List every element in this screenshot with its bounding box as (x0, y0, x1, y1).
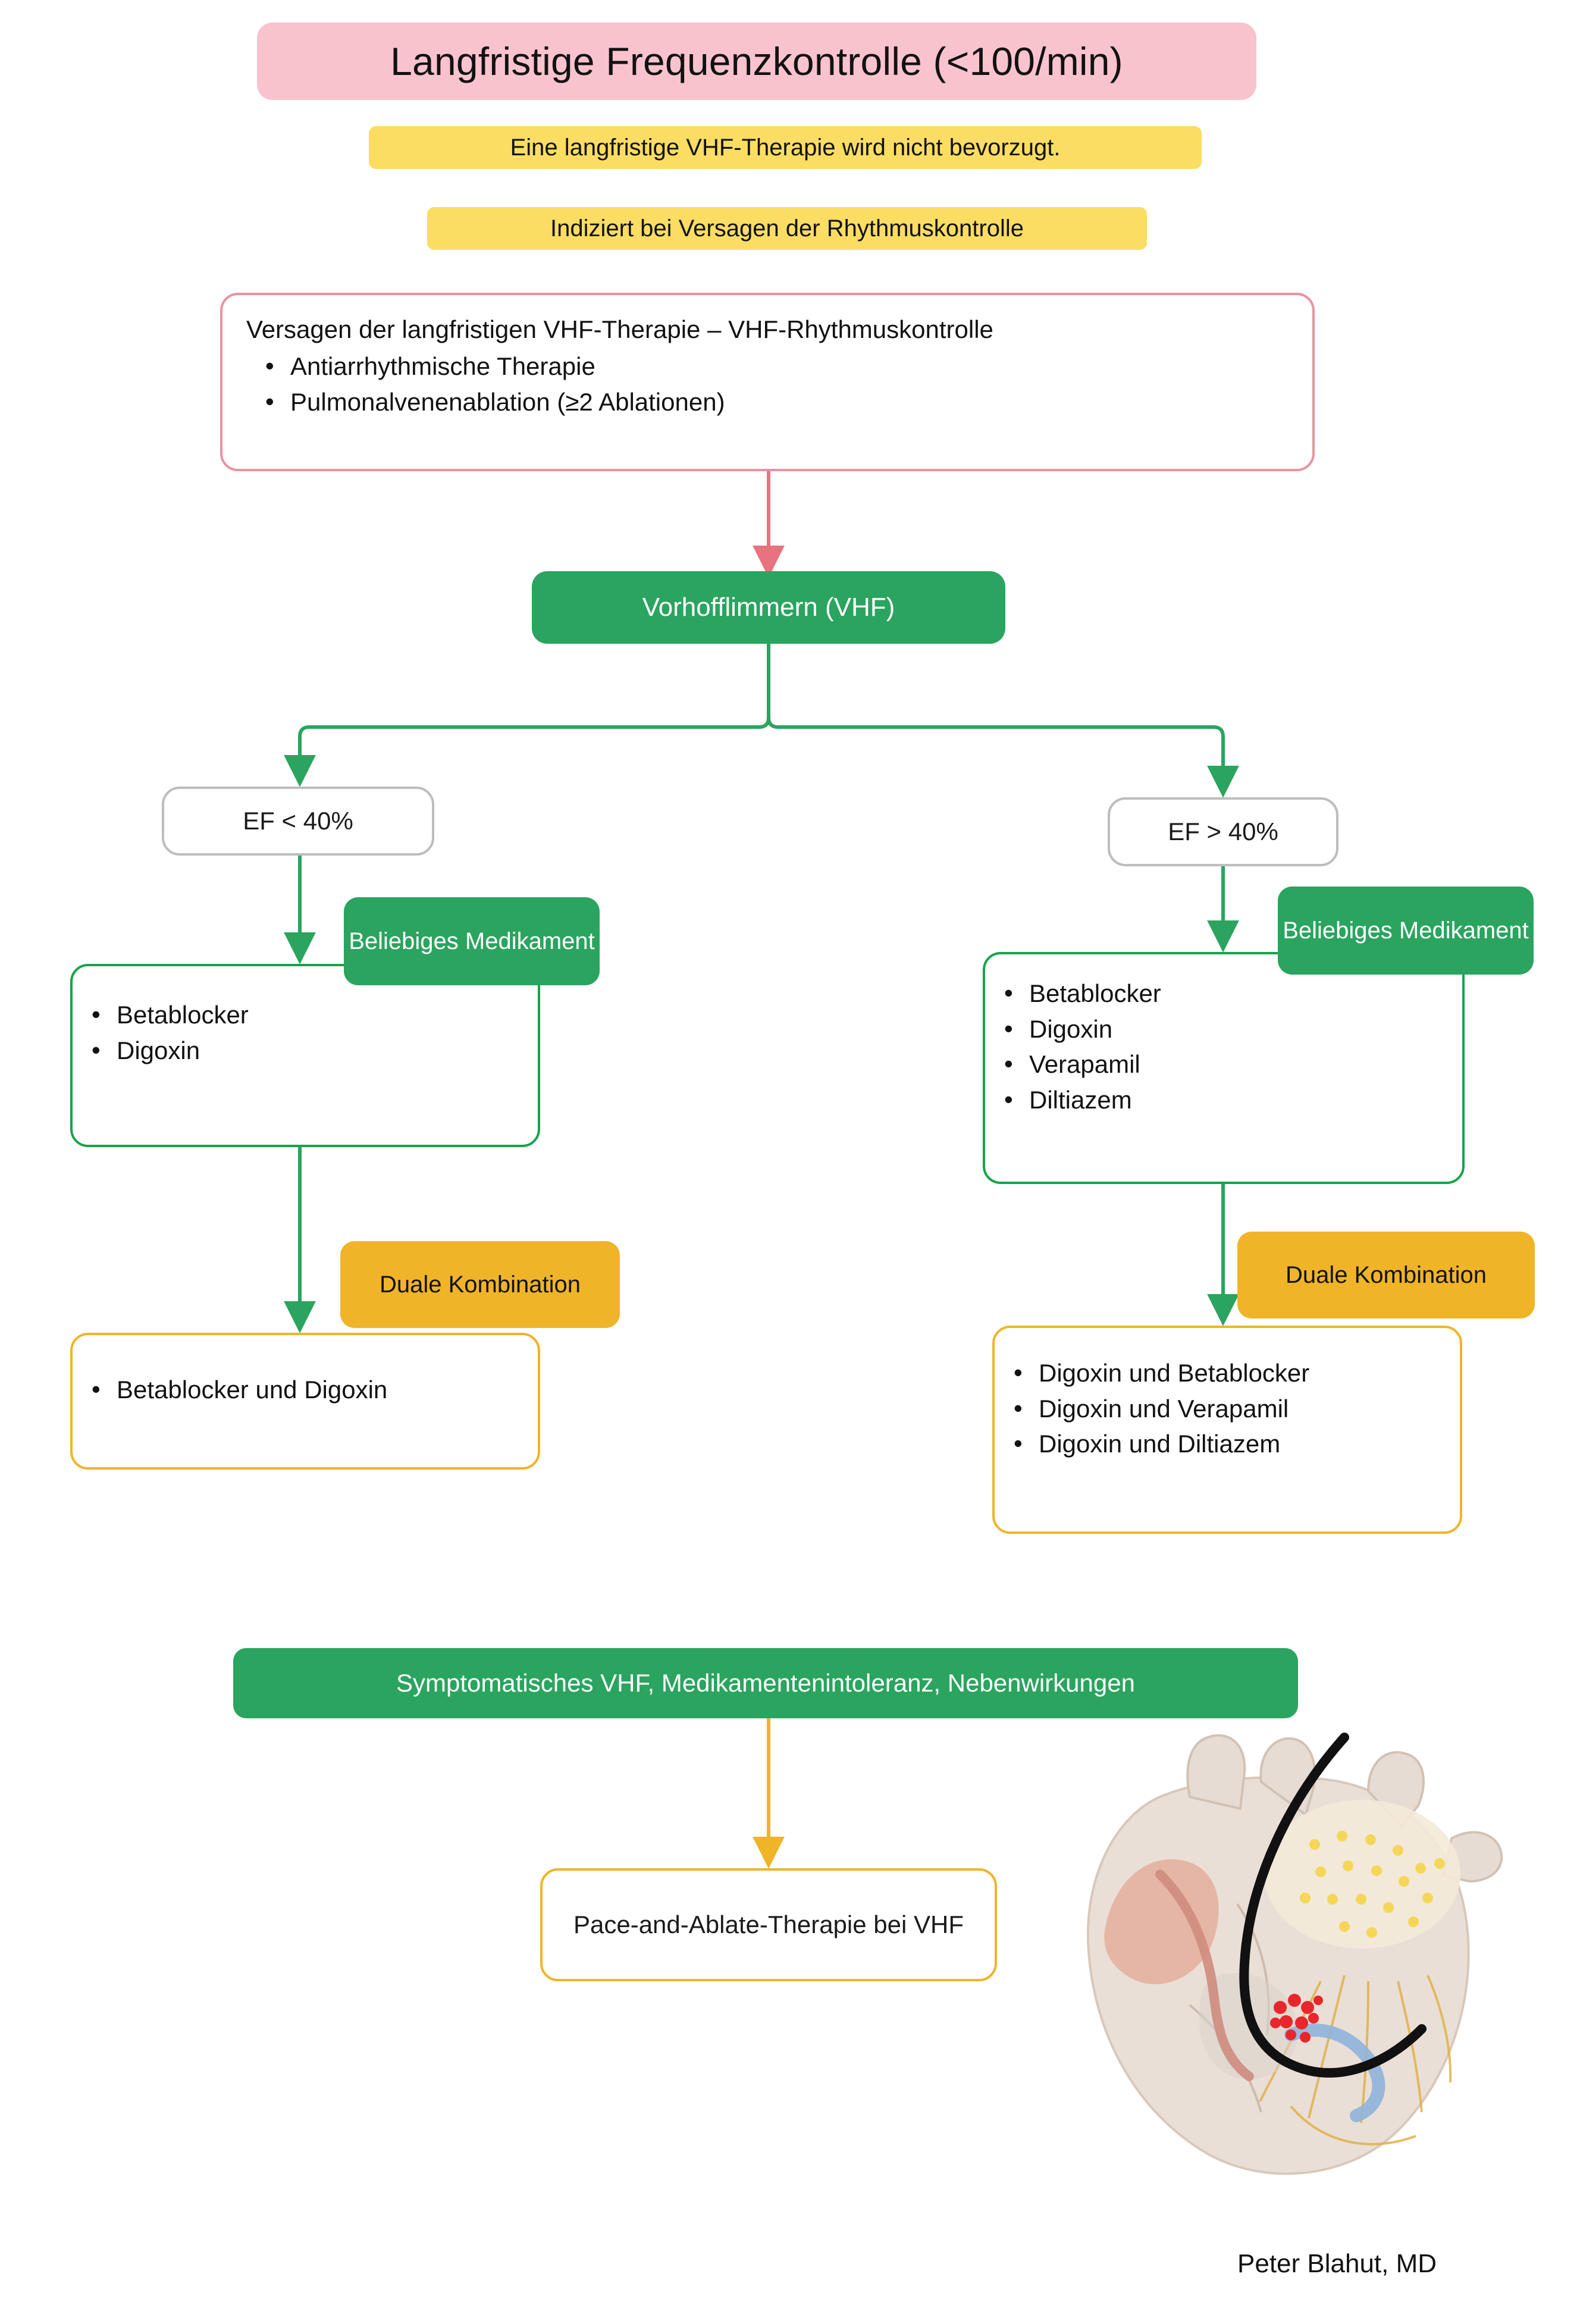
list-item: • Verapamil (1023, 1047, 1462, 1082)
note-not-preferred: Eine langfristige VHF-Therapie wird nicht bevorzugt. (369, 126, 1202, 169)
author-credit: Peter Blahut, MD (1237, 2249, 1437, 2278)
list-item: • Digoxin und Betablocker (1033, 1355, 1460, 1391)
failure-box-heading: Versagen der langfristigen VHF-Therapie – VHF-Rhythmuskontrolle (246, 315, 993, 343)
right-branch-drug-list (985, 976, 1462, 1118)
list-item: • Digoxin und Verapamil (1033, 1391, 1460, 1427)
left-combination-box (70, 1333, 540, 1470)
right-combination-box (992, 1326, 1462, 1534)
list-item: • Diltiazem (1023, 1082, 1462, 1118)
list-item: • Digoxin (1023, 1011, 1462, 1047)
list-item: • Betablocker und Digoxin (111, 1372, 538, 1408)
list-item: • Pulmonalvenenablation (≥2 Ablationen) (284, 384, 1289, 420)
left-dual-combination-tag: Duale Kombination (340, 1241, 620, 1328)
pace-and-ablate-box: Pace-and-Ablate-Therapie bei VHF (540, 1868, 997, 1981)
left-branch-drug-list (73, 997, 538, 1068)
right-combination-list (995, 1355, 1460, 1462)
symptomatic-af-bar: Symptomatisches VHF, Medikamentenintoleranz, Nebenwirkungen (233, 1648, 1298, 1718)
condition-ef-below-40: EF < 40% (162, 787, 434, 856)
list-item: • Betablocker (1023, 976, 1462, 1011)
left-combination-list (73, 1372, 538, 1408)
page-title: Langfristige Frequenzkontrolle (<100/min) (257, 23, 1256, 100)
list-item: • Antiarrhythmische Therapie (284, 349, 1289, 384)
left-any-drug-tag: Beliebiges Medikament (344, 897, 600, 985)
left-branch-drug-box (70, 964, 540, 1147)
list-item: • Betablocker (111, 997, 538, 1033)
list-item: • Digoxin und Diltiazem (1033, 1426, 1460, 1462)
note-indication: Indiziert bei Versagen der Rhythmuskontrolle (427, 207, 1147, 250)
heart-illustration (1011, 1725, 1523, 2225)
right-branch-drug-box (983, 952, 1465, 1184)
right-any-drug-tag: Beliebiges Medikament (1278, 887, 1534, 975)
list-item: • Digoxin (111, 1033, 538, 1069)
condition-ef-above-40: EF > 40% (1108, 797, 1338, 866)
right-dual-combination-tag: Duale Kombination (1237, 1232, 1535, 1318)
heart-anatomy-icon (1011, 1725, 1523, 2225)
failure-box-list (246, 349, 1289, 419)
node-atrial-fibrillation: Vorhofflimmern (VHF) (532, 571, 1005, 644)
failure-of-rhythm-control-box (220, 293, 1315, 471)
